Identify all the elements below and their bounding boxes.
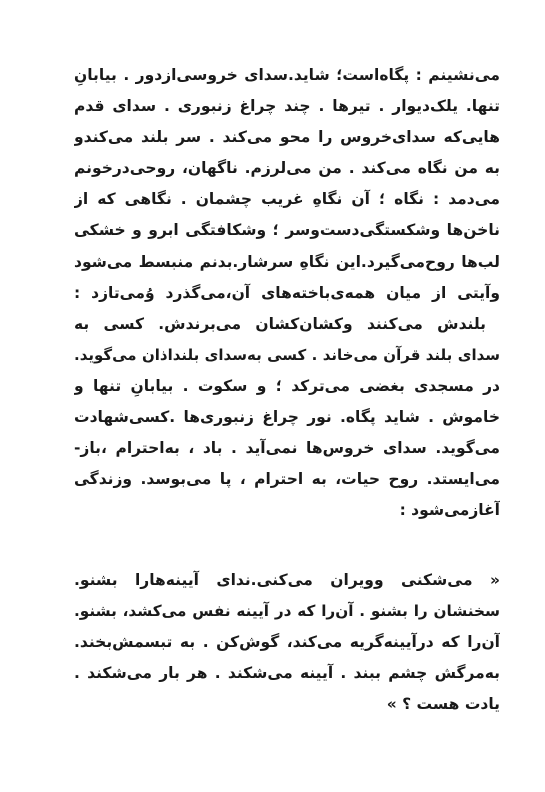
text-line: هایی‌که سدای‌خروس را محو می‌کند . سر بلند می‌کندو [74,128,500,147]
paragraph-1 [74,60,500,526]
text-line: وآیتی از میان همه‌ی‌باخته‌های آن،می‌گذرد وُمی‌تازد : [74,283,500,302]
text-line: تنها. یلک‌دیوار . تیرها . چند چراغ زنبوری . سدای قدم [74,97,500,116]
text-line: خاموش . شاید پگاه. نور چراغ زنبوری‌ها .کسی‌شهادت [74,408,500,427]
text-line: سخنشان را بشنو . آن‌را که در آیینه نفس می‌کشد، بشنو. [74,602,500,621]
text-line: سدای بلند قرآن می‌خاند . کسی به‌سدای بلنداذان می‌گوید. [74,345,500,364]
paragraph-2 [74,565,500,720]
text-line: می‌دمد : نگاه ؛ آن نگاهِ غریب چشمان . نگاهی که از [74,190,500,209]
text-line: لب‌ها روح‌می‌گیرد.این نگاهِ سرشار.بدنم منبسط می‌شود [74,252,500,271]
text-line: به من نگاه می‌کند . من می‌لرزم. ناگهان، روحی‌درخونم [74,159,500,178]
text-line: ناخن‌ها وشکستگی‌دست‌وسر ؛ وشکافتگی ابرو و خشکی [74,221,500,240]
text-line: بلندش می‌کنند وکشان‌کشان می‌برندش. کسی به [74,314,486,333]
text-line: « می‌شکنی وویران می‌کنی.ندای آیینه‌هارا بشنو. [74,571,500,589]
text-line: می‌نشینم : پگاه‌است؛ شاید.سدای خروسی‌ازدور . بیابانِ [74,66,500,84]
text-line: می‌گوید. سدای خروس‌ها نمی‌آید . باد ، به‌احترام ،باز- [74,439,500,458]
text-line: به‌مرگش چشم ببند . آیینه می‌شکند . هر بار می‌شکند . [74,664,500,683]
text-line: یادت هست ؟ » [386,695,500,714]
text-line: آن‌را که درآیینه‌گریه می‌کند، گوش‌کن . به تبسمش‌بخند. [74,633,500,652]
text-line: می‌ایستد. روح حیات، به احترام ، پا می‌بوسد. وزندگی [74,470,500,489]
text-line: در مسجدی بغضی می‌ترکد ؛ و سکوت . بیابانِ تنها و [74,376,500,395]
text-line: آغازمی‌شود : [399,501,500,520]
